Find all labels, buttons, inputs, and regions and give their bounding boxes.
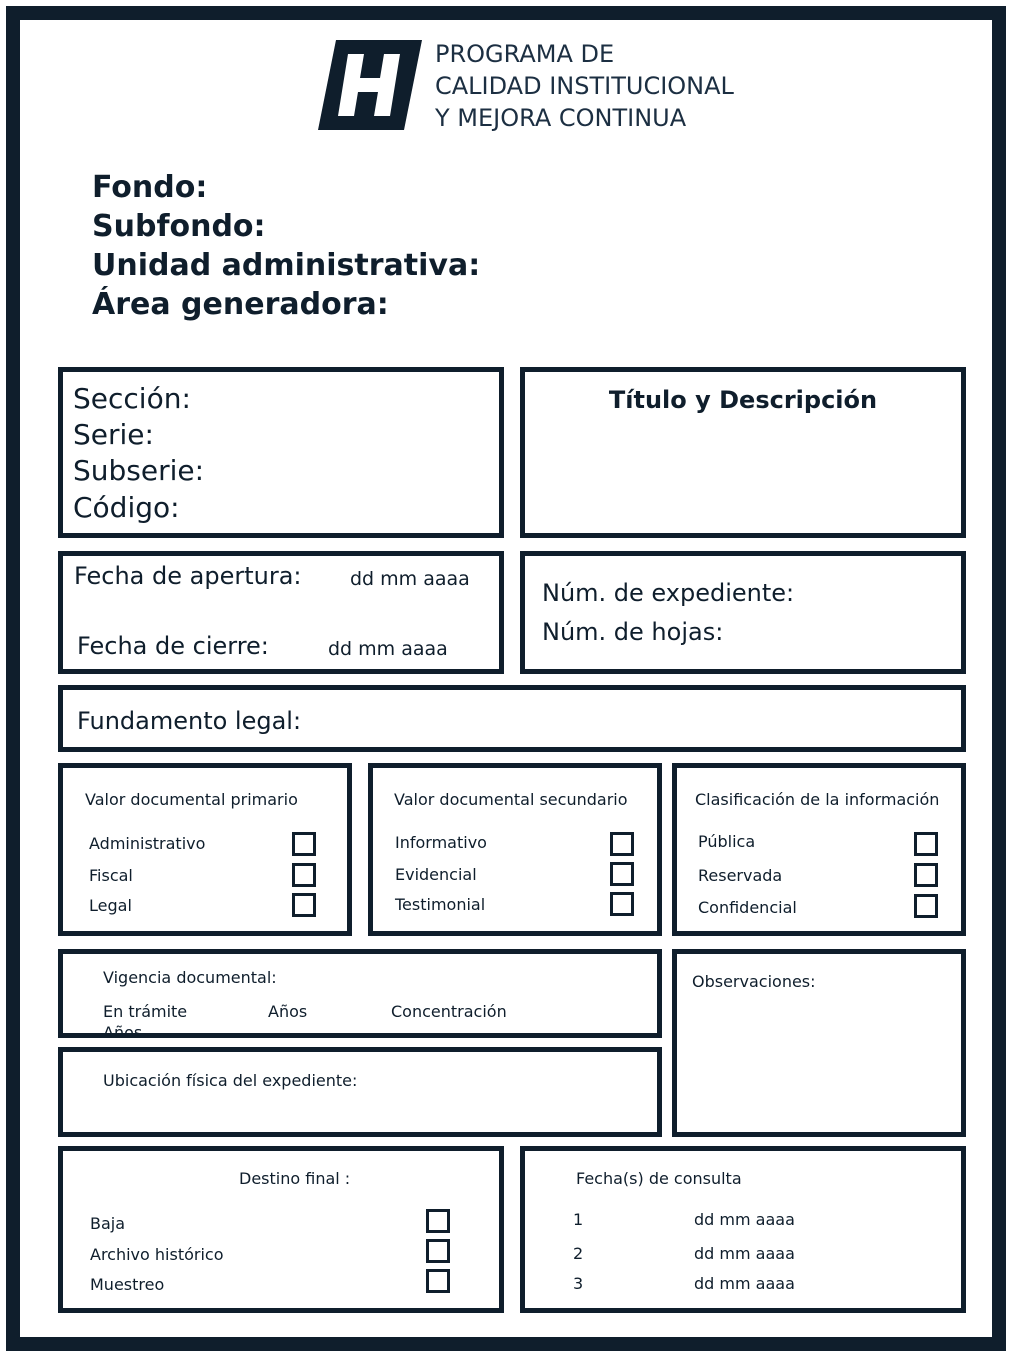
codigo-label: Código: — [73, 491, 180, 524]
fundamento-legal-box — [58, 685, 966, 752]
unidad-administrativa-label: Unidad administrativa: — [92, 248, 481, 283]
informativo-checkbox[interactable] — [610, 832, 634, 856]
fundamento-legal-label: Fundamento legal: — [77, 707, 302, 735]
consulta-row-num: 2 — [573, 1244, 584, 1263]
publica-checkbox[interactable] — [914, 832, 938, 856]
vigencia-title: Vigencia documental: — [103, 968, 277, 987]
clasificacion-info-box — [672, 763, 966, 936]
administrativo-label: Administrativo — [89, 834, 206, 853]
consulta-row-date: dd mm aaaa — [694, 1274, 795, 1293]
legal-label: Legal — [89, 896, 132, 915]
fecha-cierre-label: Fecha de cierre: — [77, 632, 269, 660]
fechas-consulta-title: Fecha(s) de consulta — [576, 1169, 742, 1188]
classification-box — [58, 367, 504, 538]
valor-primario-title: Valor documental primario — [85, 790, 298, 809]
confidencial-label: Confidencial — [698, 898, 797, 917]
seccion-label: Sección: — [73, 382, 191, 415]
fondo-label: Fondo: — [92, 170, 208, 205]
consulta-row-date: dd mm aaaa — [694, 1210, 795, 1229]
anos-label: Años — [268, 1002, 308, 1021]
num-hojas-label: Núm. de hojas: — [542, 618, 724, 646]
serie-label: Serie: — [73, 418, 154, 451]
num-expediente-label: Núm. de expediente: — [542, 579, 795, 607]
fecha-apertura-label: Fecha de apertura: — [74, 562, 302, 590]
dates-box — [58, 551, 504, 674]
expediente-box — [520, 551, 966, 674]
valor-secundario-box — [368, 763, 662, 936]
clasificacion-info-title: Clasificación de la información — [695, 790, 940, 809]
evidencial-label: Evidencial — [395, 865, 477, 884]
concentracion-label: Concentración — [391, 1002, 507, 1021]
title-description-box — [520, 367, 966, 538]
fechas-consulta-box — [520, 1146, 966, 1313]
testimonial-label: Testimonial — [395, 895, 486, 914]
area-generadora-label: Área generadora: — [92, 287, 389, 322]
consulta-row-date: dd mm aaaa — [694, 1244, 795, 1263]
subfondo-label: Subfondo: — [92, 209, 266, 244]
program-line-1: PROGRAMA DE — [435, 40, 615, 68]
baja-checkbox[interactable] — [426, 1209, 450, 1233]
heading-fields — [92, 168, 480, 324]
consulta-row-num: 3 — [573, 1274, 584, 1293]
vigencia-box — [58, 949, 662, 1042]
muestreo-checkbox[interactable] — [426, 1269, 450, 1293]
en-tramite-label: En trámite — [103, 1002, 188, 1021]
confidencial-checkbox[interactable] — [914, 894, 938, 918]
ubicacion-box — [58, 1047, 662, 1137]
archivo-historico-checkbox[interactable] — [426, 1239, 450, 1263]
fiscal-label: Fiscal — [89, 866, 133, 885]
observaciones-box — [672, 949, 966, 1137]
program-line-2: CALIDAD INSTITUCIONAL — [435, 72, 734, 100]
valor-primario-box — [58, 763, 352, 936]
informativo-label: Informativo — [395, 833, 487, 852]
reservada-label: Reservada — [698, 866, 783, 885]
subserie-label: Subserie: — [73, 454, 205, 487]
h-logo-icon — [318, 40, 422, 130]
consulta-row-num: 1 — [573, 1210, 584, 1229]
testimonial-checkbox[interactable] — [610, 892, 634, 916]
program-title — [435, 38, 734, 134]
reservada-checkbox[interactable] — [914, 863, 938, 887]
fecha-cierre-value: dd mm aaaa — [328, 638, 448, 660]
destino-final-box — [58, 1146, 504, 1313]
evidencial-checkbox[interactable] — [610, 862, 634, 886]
administrativo-checkbox[interactable] — [292, 832, 316, 856]
muestreo-label: Muestreo — [90, 1275, 165, 1294]
fecha-apertura-value: dd mm aaaa — [350, 568, 470, 590]
program-line-3: Y MEJORA CONTINUA — [435, 104, 687, 132]
baja-label: Baja — [90, 1214, 126, 1233]
publica-label: Pública — [698, 832, 756, 851]
anos-label-2: Años — [103, 1023, 143, 1042]
ubicacion-label: Ubicación física del expediente: — [103, 1071, 358, 1090]
title-description-label: Título y Descripción — [608, 386, 878, 414]
observaciones-label: Observaciones: — [692, 972, 816, 991]
archivo-historico-label: Archivo histórico — [90, 1245, 224, 1264]
destino-final-title: Destino final : — [239, 1169, 351, 1188]
valor-secundario-title: Valor documental secundario — [394, 790, 628, 809]
fiscal-checkbox[interactable] — [292, 863, 316, 887]
legal-checkbox[interactable] — [292, 893, 316, 917]
